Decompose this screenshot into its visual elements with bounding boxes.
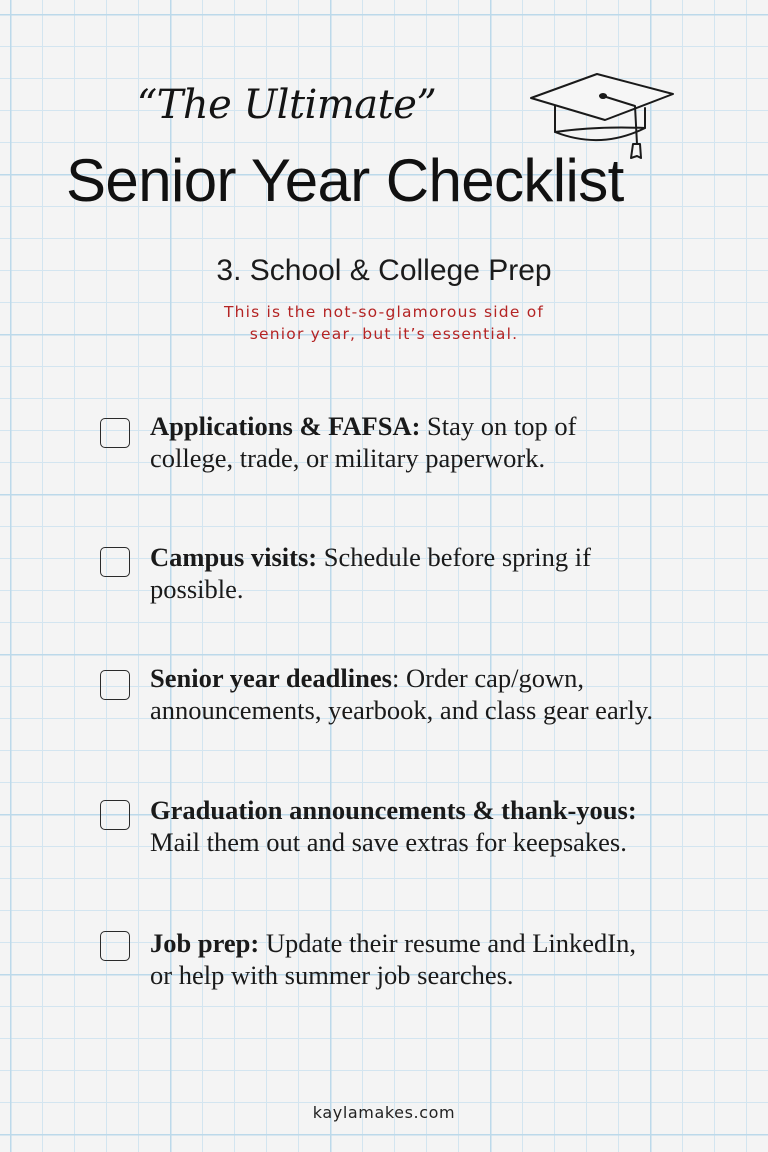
- section-note-line-2: senior year, but it’s essential.: [249, 325, 519, 343]
- page-title: Senior Year Checklist: [66, 147, 624, 214]
- subtitle-the-ultimate: “The Ultimate”: [136, 82, 437, 128]
- checkbox[interactable]: [100, 418, 130, 448]
- checklist-item-rest: Stay on top of college, trade, or military paperwork.: [150, 411, 577, 473]
- checklist-item-text: [150, 662, 660, 726]
- checkbox[interactable]: [100, 931, 130, 961]
- section-note: [160, 301, 608, 345]
- footer-site-url[interactable]: kaylamakes.com: [312, 1103, 456, 1122]
- checkbox[interactable]: [100, 670, 130, 700]
- checklist-item-bold: Job prep:: [150, 928, 260, 958]
- checklist-item-text: [150, 541, 660, 605]
- checklist-item-bold: Applications & FAFSA:: [150, 411, 421, 441]
- checkbox[interactable]: [100, 800, 130, 830]
- checklist-item-rest: Update their resume and LinkedIn, or help with summer job searches.: [150, 928, 636, 990]
- checklist-item-bold: Graduation announcements & thank-yous:: [150, 795, 637, 825]
- checklist-item-bold: Senior year deadlines: [150, 663, 392, 693]
- section-heading: 3. School & College Prep: [216, 254, 552, 287]
- checkbox[interactable]: [100, 547, 130, 577]
- checklist-item-bold: Campus visits:: [150, 542, 318, 572]
- checklist-item-text: [150, 410, 660, 474]
- checklist-item-text: [150, 927, 660, 991]
- checklist-item-rest: : Order cap/gown, announcements, yearbook, and class gear early.: [150, 663, 654, 725]
- section-note-line-1: This is the not-so-glamorous side of: [223, 303, 545, 321]
- checklist-item-text: [150, 794, 660, 858]
- checklist-item-rest: Schedule before spring if possible.: [150, 542, 591, 604]
- checklist-item-rest: Mail them out and save extras for keepsakes.: [150, 827, 627, 857]
